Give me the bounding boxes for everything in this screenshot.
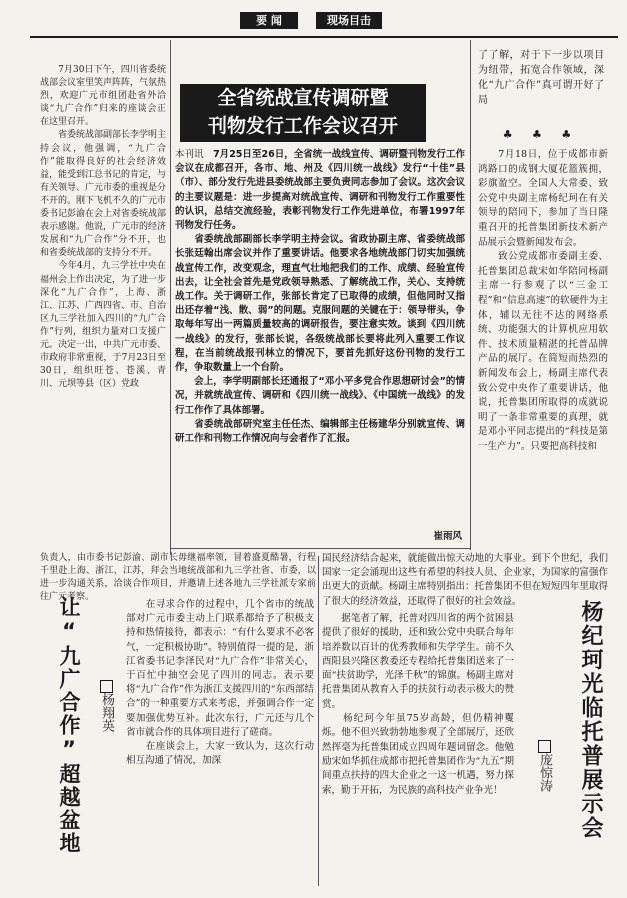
section-label-onsite: 现场目击 xyxy=(316,12,382,29)
left-story-col2: 在寻求合作的过程中，几个省市的统战部对广元市委主动上门联系都给予了积极支持和热情接待，都表示：“有什么要求不必客气，一定积极协助”。特别值得一提的是，浙江省委书记李泽民对“九广合作”非常关心，于百忙中抽空会见了四川的同志。表示要将“九广合作”作为浙江支援四川的“东西部结合”的一种重要方式来考虑，并强调合作一定要加强优势互补。此次东行，广元还与几个省市就合作的具体项目进行了磋商。 在座谈会上，大家一致认为，这次行动相互沟通了情况，加深 xyxy=(126,599,314,767)
center-story-text: 7月25日至26日，全省统一战线宣传、调研暨刊物发行工作会议在成都召开，各市、地、州及《四川统一战线》发行“十佳”县（市）、部分发行先进县委统战部主要负责同志参加了会议。这次会议的主要议题是：进一步提高对统战宣传、调研和刊物发行工作重要性的认识，总结交流经验，表彰刊物发行工作先进单位，布署1997年刊物发行任务。 省委统战部副部长李学明主持会议。省政协副主席、省委统战部长张廷翰出席会议并作了重要讲话。他要求各地统战部门切实加强统战宣传工作，改变观念，理直气壮地把我们的工作、成绩、经验宣传出去，让全社会首先是党政领导熟悉、了解统战工作，关心、支持统战工作。关于调研工作，张部长肯定了已取得的成绩，但他同时又指出还存着“浅、散、弱”的问题。克服问题的关键在于：领导带头，争取每年写出一两篇质量较高的调研报告，要注意实效。谈到《四川统一战线》的发行，张部长说，各级统战部长要将此列入重要工作议程，在当前统战报刊林立的情况下，要首先抓好这份刊物的发行工作，争取数量上一个台阶。 会上，李学明副部长还通报了“邓小平多党合作思想研讨会”的情况，并就统战宣传、调研和《四川统一战线》、《中国统一战线》的发行工作作了具体部署。 省委统战部研究室主任任杰、编辑部主任杨建华分别就宣传、调研工作和刊物工作情况向与会者作了汇报。 xyxy=(175,149,465,445)
author-box-icon xyxy=(100,680,113,693)
left-story-author-name: 杨翔英 xyxy=(99,693,114,732)
right-story-col-bottom: 据笔者了解，托普对四川省的两个贫困县提供了很好的援助，还和致公党中央联合每年培养数以百计的优秀教师和失学学生。前不久酉阳县兴隆区教委还专程给托普集团送来了一面“扶贫助学，光泽千秋”的锦旗。杨副主席对托普集团从教育入手的扶贫行动表示极大的赞赏。 杨纪珂今年虽75岁高龄，但仍精神矍烁。他不但兴致勃勃地参观了全部展厅，还欣然挥毫为托普集团成立四周年题词留念。他勉励宋如华抓住成都市把托普集团作为“九五”期间重点扶持的四大企业之一这一机遇，努力探索，勤于开拓，为民族的高科技产业争光！ xyxy=(322,613,514,796)
left-story-author xyxy=(92,680,116,800)
right-story-author-name: 庞惊涛 xyxy=(537,753,552,792)
left-story-col1: 7月30日下午，四川省委统战部会议室里笑声阵阵，气氛热烈，欢迎广元市组团赴省外洽谈“九广合作”归来的座谈会正在这里召开。 省委统战部副部长李学明主持会议，他强调，“九广合作”能取得良好的社会经济效益，能受到江总书记的肯定，与有关领导、广元市委的重视是分不开的。刚下飞机不久的广元市委书记彭渝在会上对省委统战部表示感谢。他说，广元市的经济发展和“九广合作”分不开，也和省委统战部的支持分不开。 今年4月，九三学社中央在福州会上作出决定，为了进一步深化“九广合作”，上海、浙江、江苏、广西四省、市、自治区九三学社加入四川的“九广合作”行列，组织力量对口支援广元。决定一出，中共广元市委、市政府非常重视，于7月23日至30日，组织旺苍、苍溪、青川、元坝等县（区）党政 xyxy=(40,65,167,390)
right-story-author xyxy=(530,740,554,860)
left-story-col3-top: 了了解，对于下一步以项目为纽带，拓宽合作领域，深化“九广合作”真可谓开好了局 xyxy=(478,50,604,106)
left-story-title: 让“九广合作”超越盆地 xyxy=(57,596,81,855)
section-label-news: 要 闻 xyxy=(240,12,298,29)
author-box-icon-2 xyxy=(538,740,551,753)
center-byline: 崔雨风 xyxy=(433,531,462,542)
column-rule-right xyxy=(470,40,471,550)
column-rule-left xyxy=(170,40,171,555)
column-rule-bottom xyxy=(318,556,319,886)
headline-line1: 全省统战宣传调研暨 xyxy=(217,87,389,109)
center-story-body xyxy=(175,148,465,536)
right-story-col-right: 7月18日，位于成都市新鸿路口的成钢大厦花篮簇拥，彩旗盈空。全国人大常委、致公党中央副主席杨纪珂在有关领导的陪同下，参加了当日隆重召开的托普集团新技术新产品展示会暨新闻发布会。 致公党成都市委副主委、托普集团总裁宋如华陪同杨副主席一行参观了以“三金工程”和“信息高速”的软硬件为主体，辅以无往不达的网络系统、功能强大的计算机应用软件、技术质量精湛的托普品牌产品的展厅。在简短而热烈的新闻发布会上，杨副主席代表致公党中央作了重要讲话，他说，托普集团所取得的成就说明了一条非常重要的真理，就是邓小平同志提出的“科技是第一生产力”。只要把高科技和 xyxy=(478,149,608,452)
headline-line2: 刊物发行工作会议召开 xyxy=(207,115,398,137)
left-story-full-width: 负责人，由市委书记彭渝、副市长毋继福率领，冒着盛夏酷暑，行程千里赴上海、浙江、江苏，拜会当地统战部和九三学社省、市委，以进一步沟通关系，洽谈合作项目，并邀请上述各地九三学社派专家前往广元考察。 xyxy=(40,553,316,603)
section-divider: ♣ ♣ ♣ xyxy=(502,128,580,141)
right-story-wide: 国民经济结合起来，就能做出惊天动地的大事业。到下个世纪，我们国家一定会涌现出这些有希望的科技人员、企业家，为国家的富强作出更大的贡献。杨副主席特别指出：托普集团不但在短短四年里取得了很大的经济效益，还取得了很好的社会效益。 xyxy=(322,553,608,607)
headline-box xyxy=(180,84,426,142)
header-rule xyxy=(30,36,618,38)
right-story-title: 杨纪珂光临托普展示会 xyxy=(578,600,603,840)
lead-label: 本刊讯 xyxy=(175,149,204,160)
box-bottom-rule xyxy=(170,548,470,549)
